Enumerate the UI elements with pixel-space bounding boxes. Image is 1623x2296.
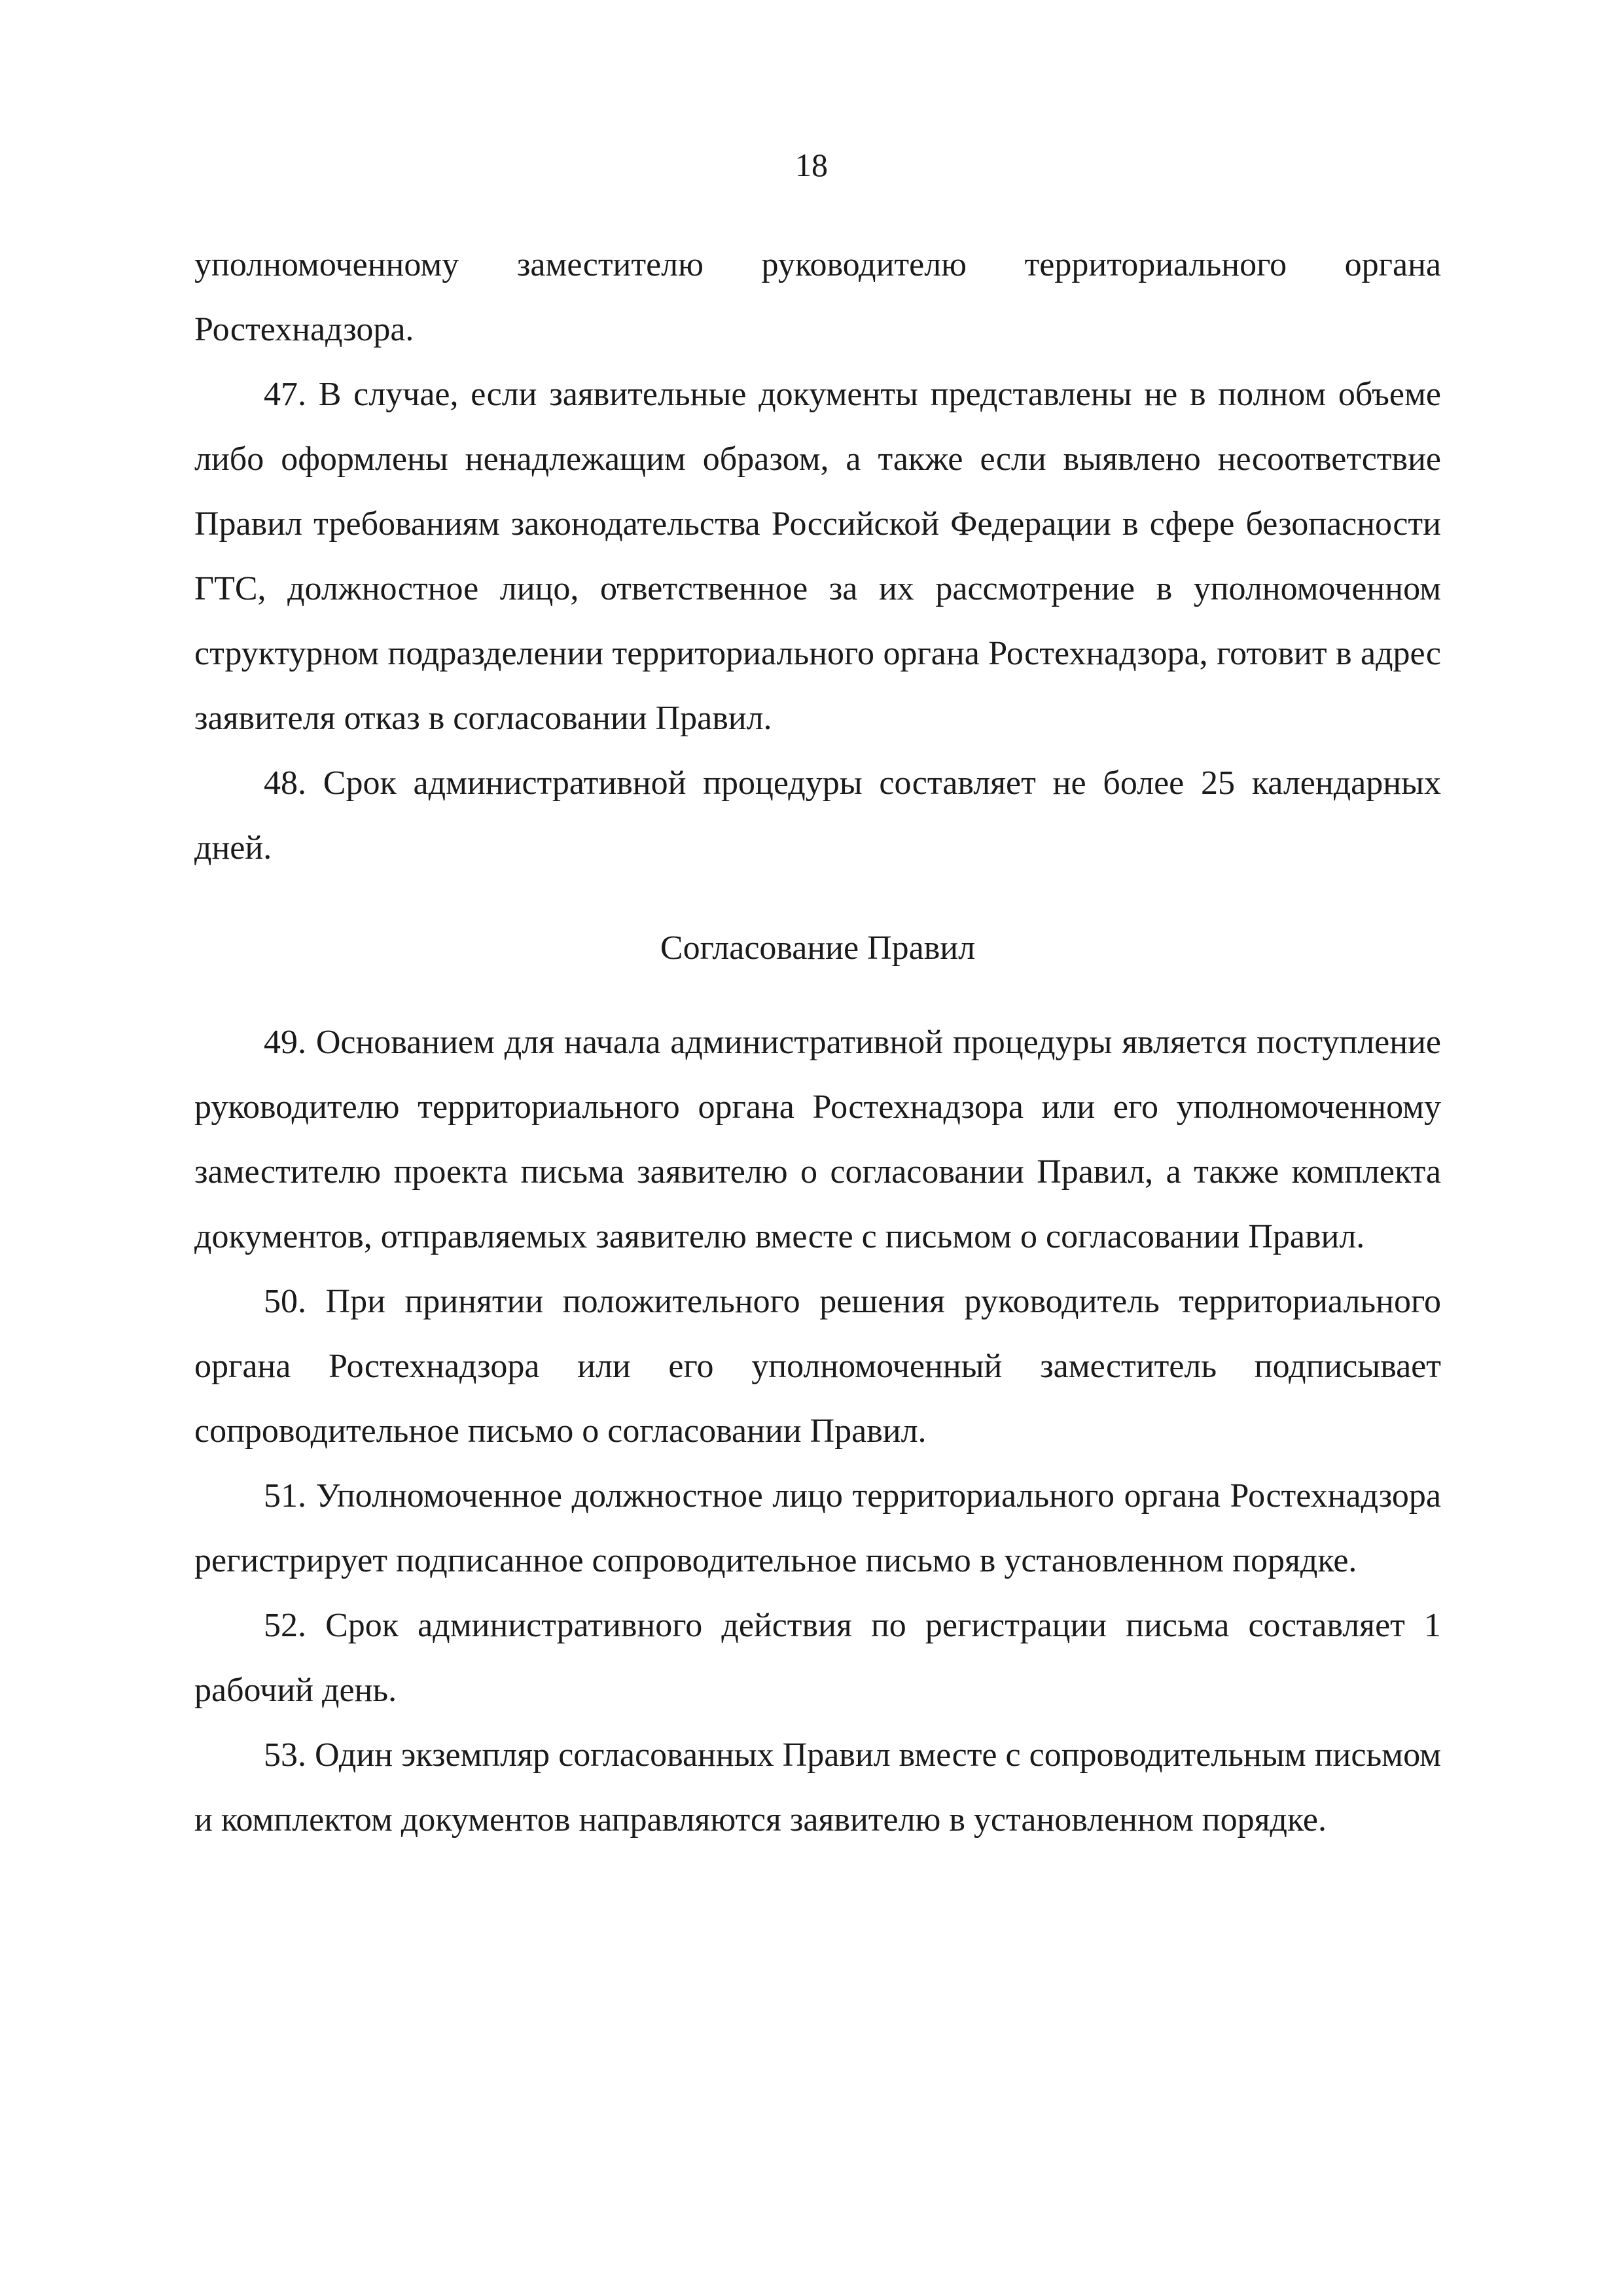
paragraph-51: 51. Уполномоченное должностное лицо территориального органа Ростехнадзора регистрирует подписанное сопроводительное письмо в установленном порядке. [194,1477,1441,1579]
page-number: 18 [795,147,828,183]
paragraph-50: 50. При принятии положительного решения руководитель территориального органа Ростехнадзора или его уполномоченный заместитель подписывает сопроводительное письмо о согласовании Правил. [194,1283,1441,1450]
paragraph-49: 49. Основанием для начала административной процедуры является поступление руководителю территориального органа Ростехнадзора или его уполномоченному заместителю проекта письма заявителю о согласовании Правил, а также комплекта документов, отправляемых заявителю вместе с письмом о согласовании Правил. [194,1024,1441,1255]
paragraph-47: 47. В случае, если заявительные документы представлены не в полном объеме либо оформлены ненадлежащим образом, а также если выявлено несоответствие Правил требованиям законодательства Российской Федерации в сфере безопасности ГТС, должностное лицо, ответственное за их рассмотрение в уполномоченном структурном подразделении территориального органа Ростехнадзора, готовит в адрес заявителя отказ в согласовании Правил. [194,376,1441,737]
paragraph-continuation: уполномоченному заместителю руководителю территориального органа Ростехнадзора. [194,246,1441,348]
document-body [194,232,1441,1852]
paragraph-48: 48. Срок административной процедуры составляет не более 25 календарных дней. [194,764,1441,867]
paragraph-52: 52. Срок административного действия по регистрации письма составляет 1 рабочий день. [194,1607,1441,1709]
section-heading: Согласование Правил [660,929,976,967]
paragraph-53: 53. Один экземпляр согласованных Правил вместе с сопроводительным письмом и комплектом документов направляются заявителю в установленном порядке. [194,1736,1441,1839]
